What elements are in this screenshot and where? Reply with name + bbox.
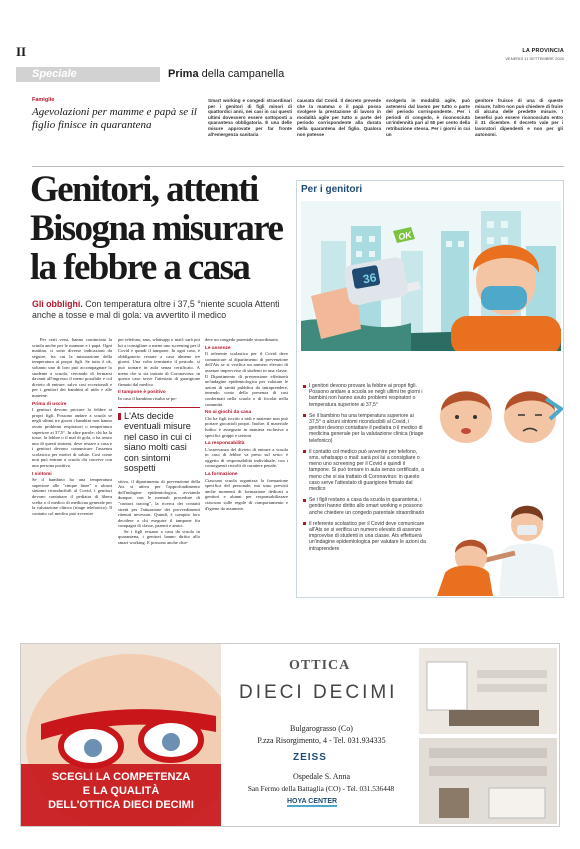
col3-paragraph-1: Il referente scolastico per il Covid deve comunicare al dipartimento di prevenzione dell'Ats se si verifica un numero elevato di assenze improvvise di studenti in una classe. Il Dipartimento di prevenzione effettuerà un'indagine epidemiologica per valutare le azioni di sanità pubblica da intraprendere, tenendo conto della presenza di casi confermati nella scuola o di focolai nella comunità. (205, 351, 288, 407)
ad-store-photo-2-svg (419, 738, 557, 824)
sick-faces-svg (433, 379, 563, 459)
ad-store1-city: Bulgarograsso (Co) (290, 724, 353, 733)
col2-heading-1: Il tampone è positivo (118, 390, 166, 396)
sidebar-title: Per i genitori (301, 184, 363, 195)
col1-paragraph-1: I genitori devono provare la febbre ai propri figli. Possono andare a scuola se negli ultimi tre giorni i bambini non hanno avuto problemi respiratori o temperatura superiore ai 37,5°. In altre parole: chi ha la tosse, la febbre o il mal di gola, o ha avuto uno di questi sintomi, deve restare a casa e i genitori devono comunicare l'assenza scolastica per motivi di salute. Così come non può entrare a scuola chi convive con una persona positiva. (32, 407, 112, 469)
pull-quote-text: L'Ats decide eventuali misure nel caso in cui ci siano molti casi con sintomi sospetti (124, 410, 192, 474)
advertisement (20, 643, 560, 827)
col3-heading-2: No ai giochi da casa (205, 410, 252, 416)
col3-paragraph-3: L'osservanza del divieto di entrare a scuola in caso di febbre va preso sul serio: è oggetto di responsabilità individuale, con i conseguenti risvolti di carattere penale. (205, 446, 288, 469)
sick-child-illustrations (433, 379, 563, 459)
thermometer-scene-svg (301, 201, 561, 351)
section-tag-bold: Prima (168, 68, 199, 80)
doctor-illustration (437, 501, 562, 596)
sidebar-item: Il contatto col medico può avvenire per telefono, sms, whatsapp o mail: sarà poi lui a consigliare o meno uno screening per il Covid e quindi il tampone. Si può tornare in aula senza certificato, a meno che si sia trattato di Coronavirus: in questo caso serve l'attestato di guarigione firmato dal medico (303, 449, 427, 492)
ad-store-photo-2 (419, 738, 557, 824)
ad-brand-main: DIECI DECIMI (239, 682, 398, 703)
body-column-3 (205, 337, 288, 587)
ad-store1-address: P.zza Risorgimento, 4 - Tel. 031.934335 (257, 736, 386, 745)
main-subhead (32, 299, 288, 321)
sidebar-item: Se i figli restano a casa da scuola in quarantena, i genitori hanno diritto allo smart working e possono anche chiedere un congedo parentale straordinario (303, 497, 427, 516)
headline-line-3: la febbre a casa (30, 247, 250, 288)
sidebar-item: Se il bambino ha una temperatura superiore ai 37,5° o alcuni sintomi riconducibili al Covid, i genitori devono contattare il pediatra o il medico di medicina generale per la valutazione clinica (triage telefonico) (303, 413, 427, 444)
subhead-bold: Gli obblighi. (32, 299, 83, 309)
section-label: Speciale (32, 68, 77, 80)
ad-slogan (21, 770, 221, 812)
col1-intro: Per certi versi, hanno cominciato la scuola anche per le mamme e i papà. Ogni mattina, ci sono diverse indicazioni da seguire, fra cui la misurazione della temperatura ai propri figli. Se tutto è ok, soltanto uno di loro può accompagnare lo studente a scuola, cercando di fermarsi davanti all'ingresso il meno possibile e col divieto di entrare, salvo casi eccezionali e per i genitori dei bambini al nido e alle materne. (32, 337, 112, 398)
ad-brand-top: OTTICA (289, 658, 351, 673)
issue-date: VENERDÌ 11 SETTEMBRE 2020 (505, 56, 564, 61)
doctor-scene-svg (437, 501, 562, 596)
quote-marker (118, 413, 121, 420)
col3-paragraph-0: dere un congedo parentale straordinario. (205, 337, 280, 342)
col3-paragraph-2: Chi ha figli iscritti a nidi e materne non può portare giocattoli propri. Inoltre, il materiale ludico è assegnato in maniera esclusiva a specifici gruppi e sezioni. (205, 415, 288, 438)
ad-store2-name: Ospedale S. Anna (292, 772, 351, 781)
ad-slogan-line-1: SCEGLI LA COMPETENZA (51, 771, 191, 783)
sidebar-list (303, 383, 427, 557)
ad-hoya-logo: HOYA CENTER (287, 798, 338, 805)
col1-heading-1: Prima di uscire (32, 401, 67, 407)
sidebar-item: Il referente scolastico per il Covid deve comunicare all'Ats se si verifica un numero elevato di assenze improvvise di studenti in una classe. Ats effettuerà un'indagine epidemiologica per valutare le azioni da intraprendere (303, 521, 427, 552)
ad-store-photo-1 (419, 648, 557, 734)
sidebar-item: I genitori devono provare la febbre ai propri figli. Possono andare a scuola se negli ultimi tre giorni i bambini non hanno avuto problemi respiratori o temperatura superiore ai 37,5° (303, 383, 427, 408)
ad-zeiss-logo: ZEISS (293, 752, 327, 763)
col1-paragraph-2: Se il bambino ha una temperatura superiore alle "cinque linee" o alcuni sintomi riconducibili al Covid, i genitori devono contattare il pediatra di libera scelta o il medico di medicina generale per la valutazione clinica (triage telefonico). Il contatto col medico può avvenire (32, 477, 112, 516)
top-story-title: Agevolazioni per mamme e papà se il figlio finisce in quarantena (32, 106, 197, 131)
subhead-rest: Con temperatura oltre i 37,5 °niente scuola Attenti anche a tosse e mal di gola: va avvertito il medico (32, 299, 280, 320)
col2-paragraph-4: Se i figli restano a casa da scuola in quarantena, i genitori hanno diritto allo smart working. E possono anche chie- (118, 528, 200, 546)
col2-paragraph-1: per telefono, sms, whatsapp o mail: sarà poi lui a consigliare o meno uno screening per il Covid e quindi il tampone. In ogni caso, è obbligatorio restare a casa almeno tre giorni. Una volta terminato il periodo, si può tornare in aula senza certificato. A meno che si sia trattato di Coronavirus: in questo caso serve l'attestato di guarigione firmato dal medico. (118, 337, 200, 387)
headline-line-2: Bisogna misurare (30, 208, 283, 249)
section-tag (160, 67, 564, 82)
ok-bubble-label: OK (397, 229, 413, 243)
ad-slogan-line-2: E LA QUALITÀ (82, 785, 160, 797)
main-headline (30, 170, 290, 287)
col2-paragraph-2: In caso il bambino risulta se po- (118, 395, 177, 401)
top-story-col-4: genitore fruisce di una di queste misure, l'altro non può chiedere di fruire di alcuna delle predette misure. I benefici può essere riconosciuto entro il 31 dicembre. Il decreto vale per i lavoratori dipendenti e non per gli autonomi. (475, 98, 563, 137)
col3-heading-3: La responsabilità (205, 441, 245, 447)
body-column-1 (32, 337, 112, 587)
paper-name: LA PROVINCIA (522, 48, 564, 54)
pull-quote (118, 407, 200, 474)
ad-store-photo-1-svg (419, 648, 557, 734)
section-tag-rest: della campanella (198, 68, 285, 80)
col3-heading-1: Le assenze (205, 345, 231, 351)
top-story-col-2: causata dal Covid. Il decreto prevede che la mamma o il papà possa svolgere la prestazione di lavoro in modalità agile per tutto o parte del periodo corrispondente alla durata della quarantena del figlio. Qualora non potesse (297, 98, 381, 137)
col2-paragraph-3: sitivo, il dipartimento di prevenzione della Ats si attiva per l'approfondimento dell'indagine epidemiologica, avviando dunque, con le normali procedure di "contact tracing", la ricerca dei contatti stretti per l'attuazione dei provvedimenti ritenuti necessari. Quindi, è compito loro decidere a chi eseguire il tampone fra compagni di classe, parenti e amici. (118, 478, 200, 529)
top-story-col-3: svolgerla in modalità agile, può astenersi dal lavoro per tutto o parte del periodo corrispondente. Per i periodi di congedo, è riconosciuta un'indennità pari al 50 per cento della retribuzione stessa. Per i giorni in cui un (386, 98, 470, 137)
ad-slogan-line-3: DELL'OTTICA DIECI DECIMI (48, 799, 194, 811)
col1-heading-2: I sintomi (32, 471, 52, 477)
sidebar-box (296, 180, 564, 598)
thermometer-illustration (301, 201, 561, 351)
col3-paragraph-4: Ciascuna scuola organizza la formazione specifica del personale, ma sono previsti anche momenti di formazione dedicati a genitori e alunni per responsabilizzare ciascuno sulle regole di comportamento e d'igiene da assumere. (205, 477, 288, 511)
top-story-col-1: Smart working e congedi straordinari per i genitori di figli minori di quattordici anni, nei casi in cui questi ultimi dovessero essere sottoposti a quarantena obbligatoria. È una delle misure approvate per far fronte all'emergenza sanitaria (208, 98, 292, 137)
top-story-kicker: Famiglie (32, 97, 55, 103)
ad-store2-address: San Fermo della Battaglia (CO) - Tel. 031.536448 (247, 784, 395, 793)
page-number: II (16, 44, 27, 59)
body-column-2 (118, 337, 200, 587)
thermometer-display: 36 (361, 270, 378, 287)
divider-rule (32, 166, 564, 167)
headline-line-1: Genitori, attenti (30, 169, 258, 210)
col3-heading-4: La formazione (205, 472, 238, 478)
